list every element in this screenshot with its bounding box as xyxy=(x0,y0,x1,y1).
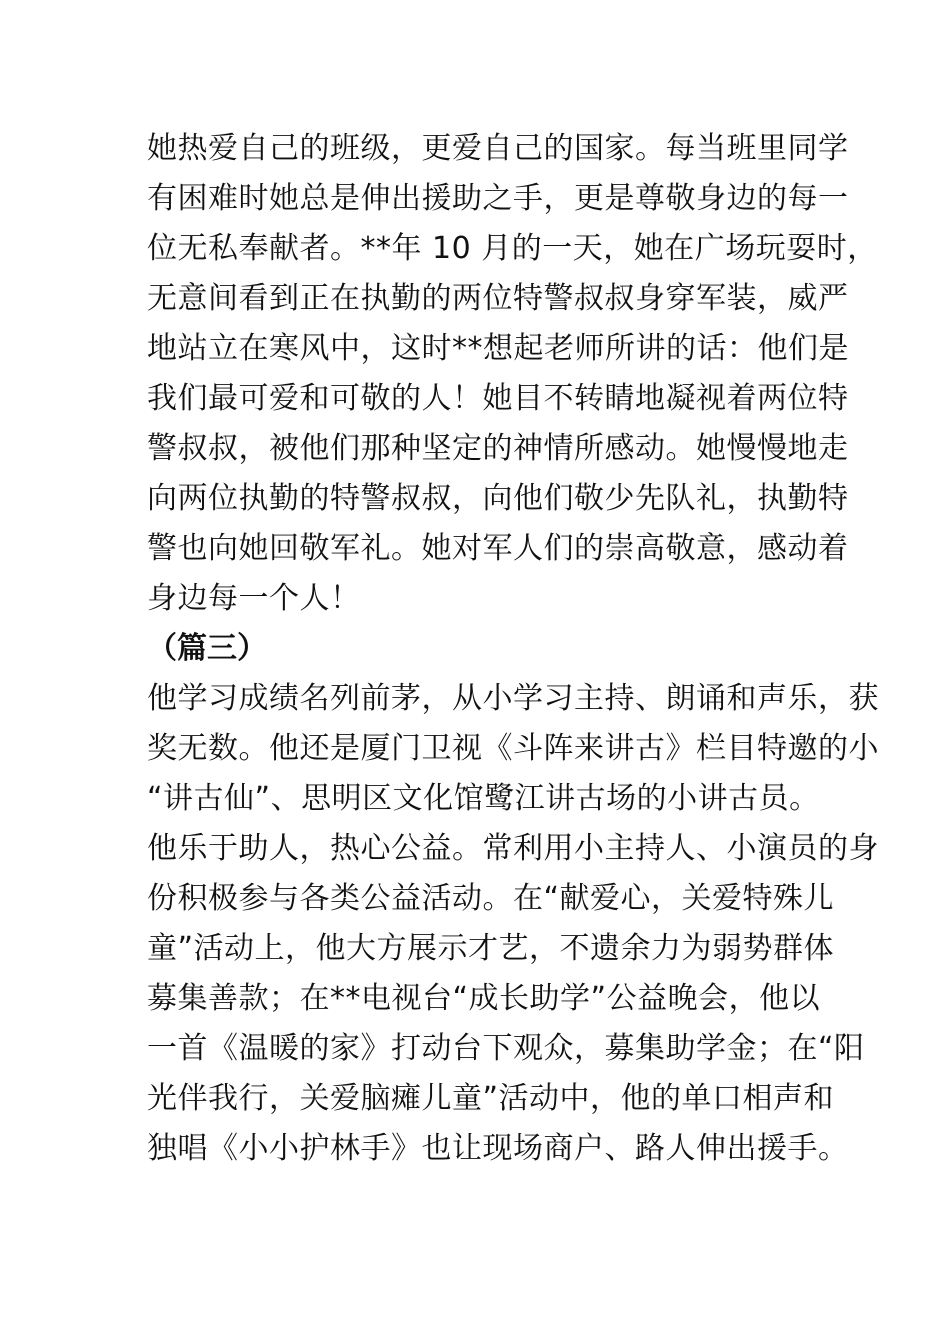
text-line: 有困难时她总是伸出援助之手，更是尊敬身边的每一 xyxy=(147,181,849,216)
text-line: 他学习成绩名列前茅，从小学习主持、朗诵和声乐，获 xyxy=(147,681,879,716)
text-line: 奖无数。他还是厦门卫视《斗阵来讲古》栏目特邀的小 xyxy=(147,731,879,766)
paragraph-1 xyxy=(147,124,878,624)
text-line: 募集善款；在**电视台“成长助学”公益晚会，他以 xyxy=(147,981,821,1016)
text-line: 我们最可爱和可敬的人！她目不转睛地凝视着两位特 xyxy=(147,381,849,416)
text-line: 地站立在寒风中，这时**想起老师所讲的话：他们是 xyxy=(147,331,849,366)
text-line: 警叔叔，被他们那种坚定的神情所感动。她慢慢地走 xyxy=(147,431,849,466)
text-line: 位无私奉献者。**年 10 月的一天，她在广场玩耍时， xyxy=(147,231,878,266)
text-line: 无意间看到正在执勤的两位特警叔叔身穿军装，威严 xyxy=(147,281,849,316)
text-line: 一首《温暖的家》打动台下观众，募集助学金；在“阳 xyxy=(147,1031,865,1066)
text-line: 他乐于助人，热心公益。常利用小主持人、小演员的身 xyxy=(147,831,879,866)
text-line: 身边每一个人！ xyxy=(147,581,361,616)
text-line: 光伴我行，关爱脑瘫儿童”活动中，他的单口相声和 xyxy=(147,1081,835,1116)
text-line: “讲古仙”、思明区文化馆鹭江讲古场的小讲古员。 xyxy=(147,781,820,816)
text-line: 她热爱自己的班级，更爱自己的国家。每当班里同学 xyxy=(147,131,849,166)
text-line: 份积极参与各类公益活动。在“献爱心，关爱特殊儿 xyxy=(147,881,835,916)
section-heading: （篇三） xyxy=(147,631,267,666)
text-line: 童”活动上，他大方展示才艺，不遗余力为弱势群体 xyxy=(147,931,835,966)
text-line: 警也向她回敬军礼。她对军人们的崇高敬意，感动着 xyxy=(147,531,849,566)
paragraph-2 xyxy=(147,674,879,1174)
text-line: 独唱《小小护林手》也让现场商户、路人伸出援手。 xyxy=(147,1131,849,1166)
text-line: 向两位执勤的特警叔叔，向他们敬少先队礼，执勤特 xyxy=(147,481,849,516)
